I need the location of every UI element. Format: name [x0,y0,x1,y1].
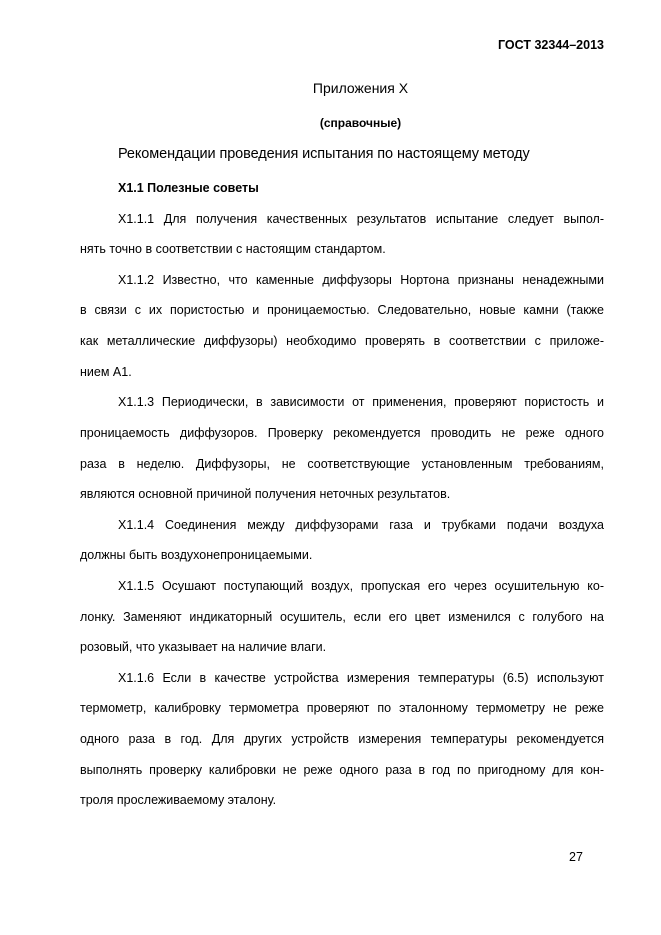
paragraph-line: Х1.1.3 Периодически, в зависимости от применения, проверяют пористость и [118,395,604,409]
paragraph-line: должны быть воздухонепроницаемыми. [80,548,313,562]
paragraph-line: Х1.1.2 Известно, что каменные диффузоры Нортона признаны ненадежными [118,273,604,287]
paragraph-line: нием А1. [80,365,132,379]
paragraph-line: Х1.1.4 Соединения между диффузорами газа и трубками подачи воздуха [118,518,604,532]
paragraph-line: Х1.1.6 Если в качестве устройства измерения температуры (6.5) используют [118,671,604,685]
paragraph-line: нять точно в соответствии с настоящим стандартом. [80,242,386,256]
page-number: 27 [569,850,583,864]
appendix-title: Приложения Х [312,80,409,96]
paragraph-line: проницаемость диффузоров. Проверку рекомендуется проводить не реже одного [80,426,604,440]
paragraph-line: раза в неделю. Диффузоры, не соответствующие установленным требованиям, [80,457,604,471]
paragraph-line: термометр, калибровку термометра проверяют по эталонному термометру не реже [80,701,604,715]
paragraph-line: являются основной причиной получения неточных результатов. [80,487,451,501]
paragraph-line: в связи с их пористостью и проницаемостью. Следовательно, новые камни (также [80,303,604,317]
appendix-subtitle: (справочные) [319,116,402,130]
paragraph-line: розовый, что указывает на наличие влаги. [80,640,327,654]
paragraph-line: троля прослеживаемому эталону. [80,793,277,807]
paragraph-line: лонку. Заменяют индикаторный осушитель, если его цвет изменился с голубого на [80,610,604,624]
subsection-heading: Х1.1 Полезные советы [118,181,259,195]
paragraph-line: как металлические диффузоры) необходимо проверять в соответствии с приложе- [80,334,604,348]
paragraph-line: Х1.1.5 Осушают поступающий воздух, пропуская его через осушительную ко- [118,579,604,593]
section-heading: Рекомендации проведения испытания по настоящему методу [118,146,530,162]
paragraph-line: Х1.1.1 Для получения качественных результатов испытание следует выпол- [118,212,604,226]
standard-number: ГОСТ 32344–2013 [498,38,604,52]
paragraph-line: выполнять проверку калибровки не реже одного раза в год по пригодному для кон- [80,763,604,777]
paragraph-line: одного раза в год. Для других устройств измерения температуры рекомендуется [80,732,604,746]
